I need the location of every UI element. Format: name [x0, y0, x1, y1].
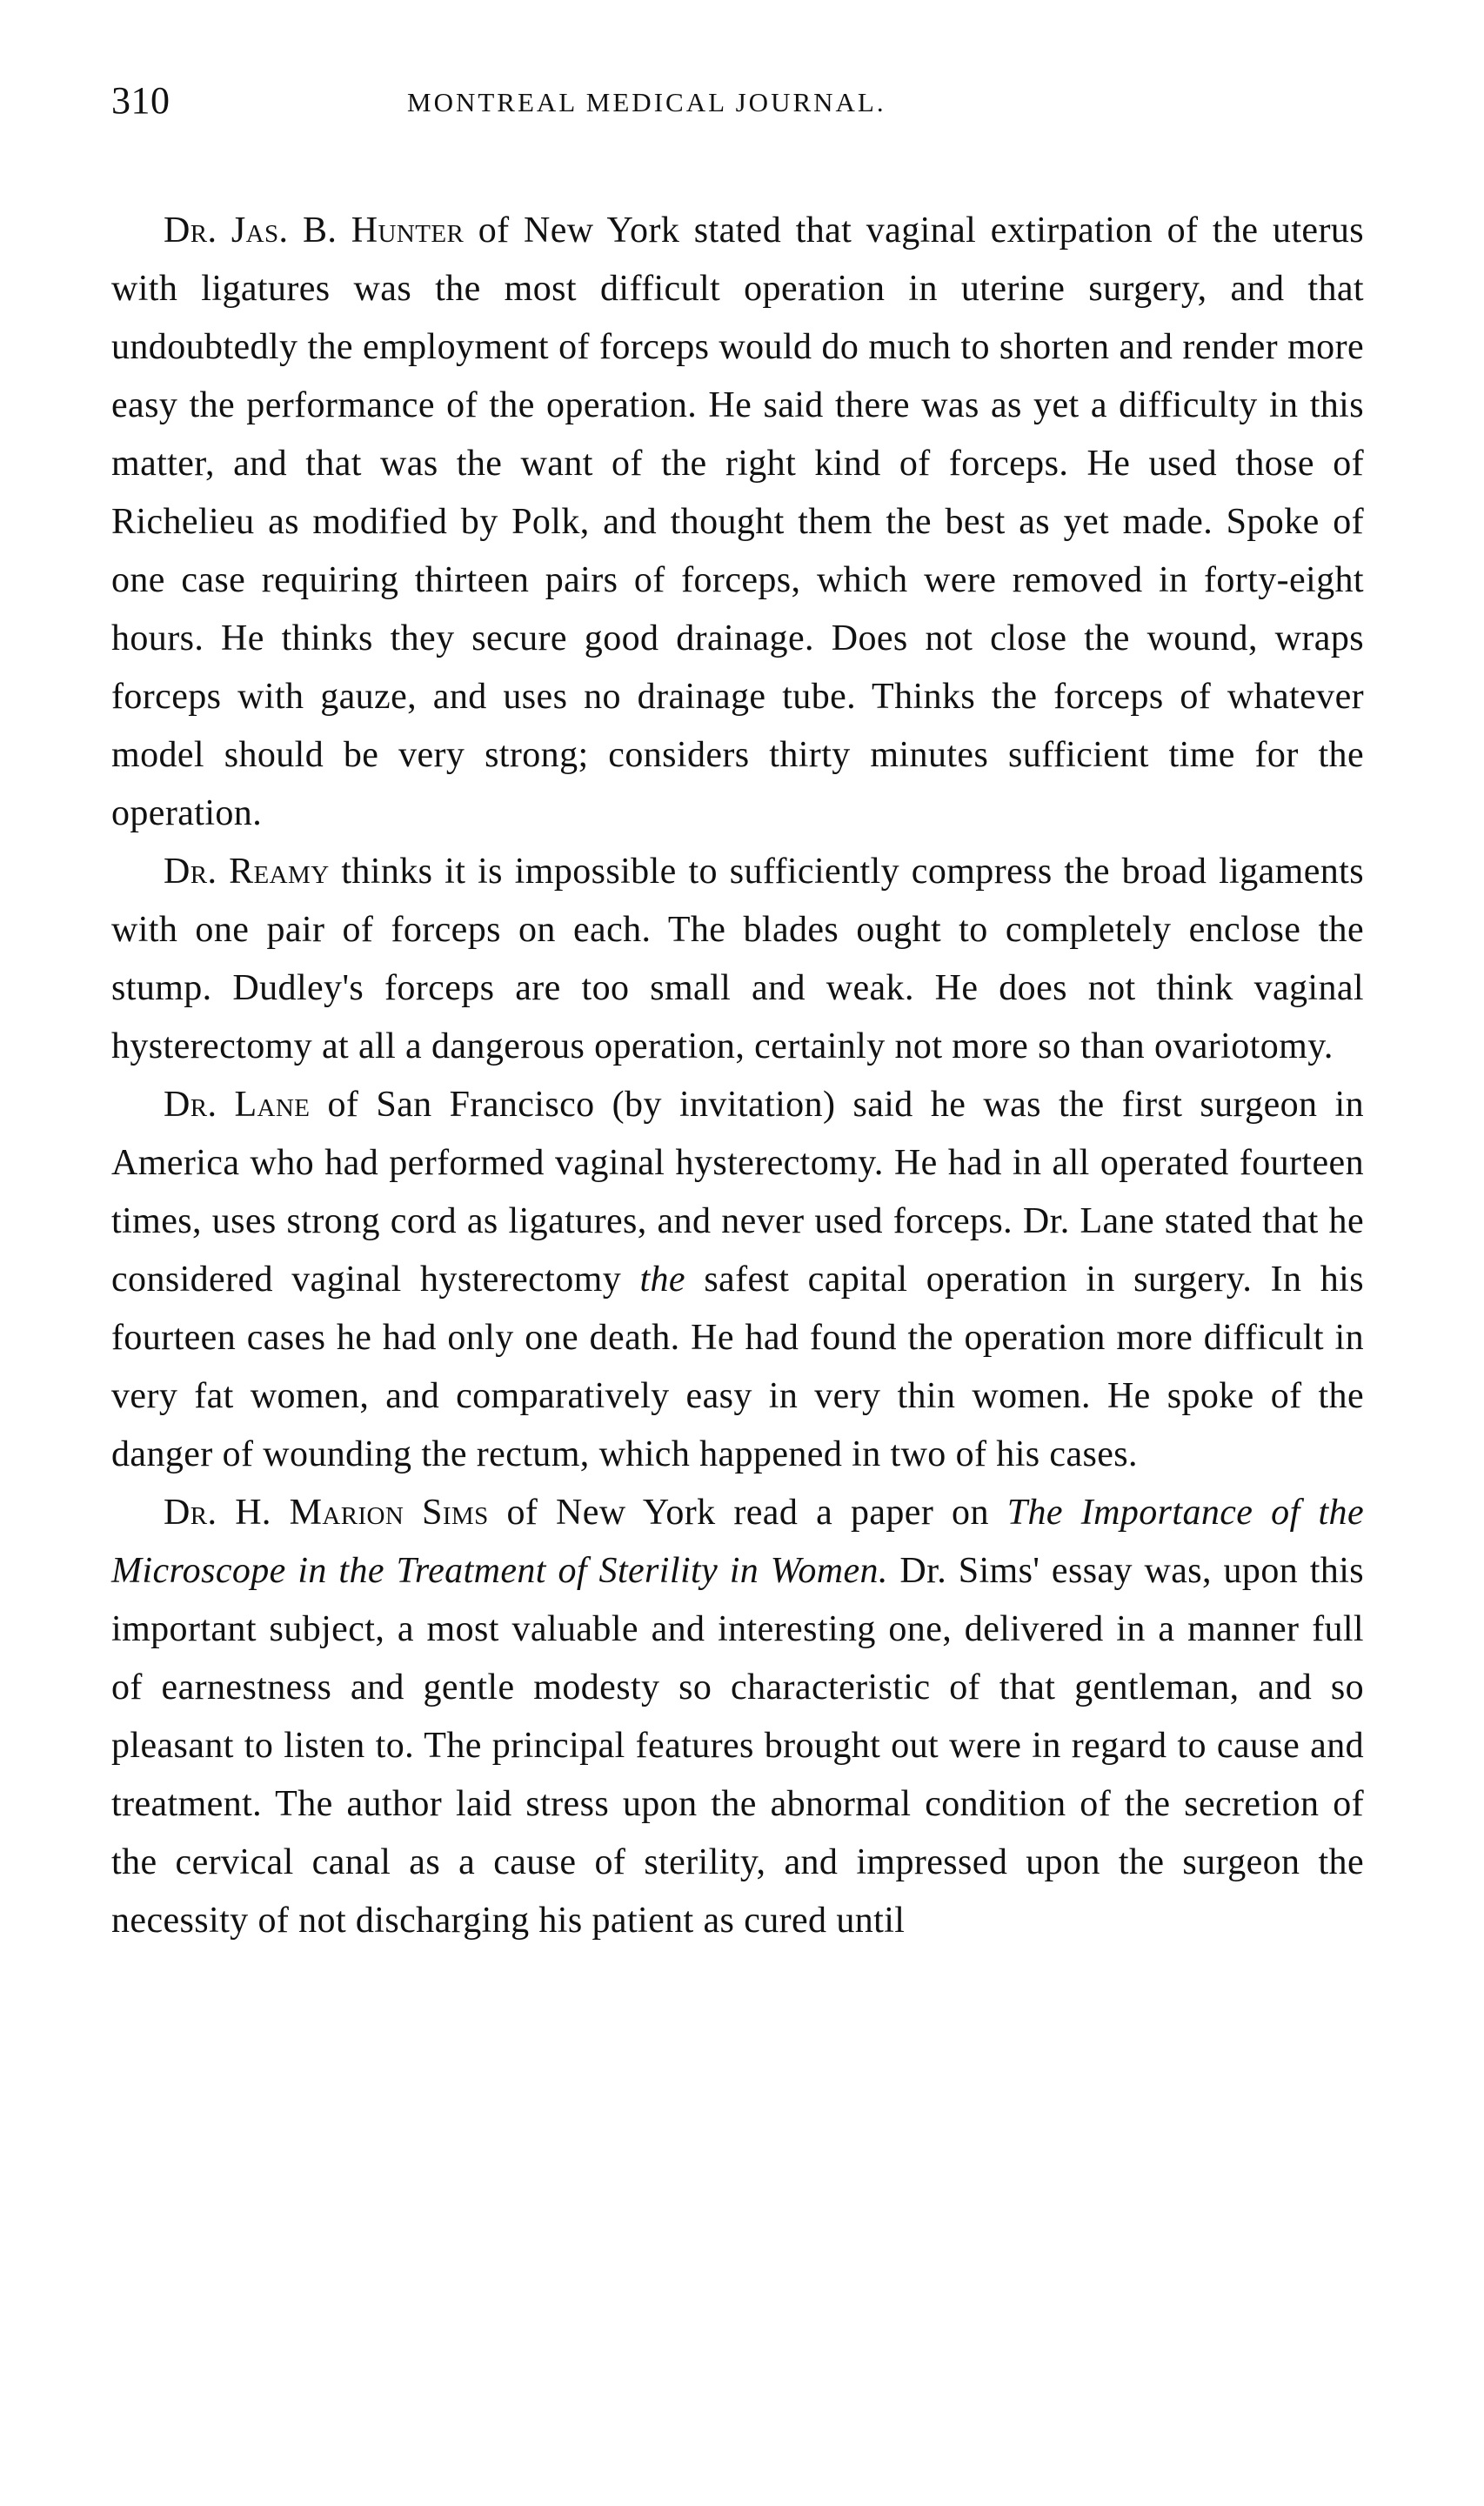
paragraph-text: of San Francisco (by invitation) said he was the first surgeon in America who had performed vaginal hysterectomy. He had in all operated fourteen times, uses strong cord as ligatures, and never used forceps. Dr. Lane stated that he considered vaginal hysterectomy: [111, 1085, 1364, 1300]
paragraph-text: of New York stated that vaginal extirpation of the uterus with ligatures was the most difficult operation in uterine surgery, and that undoubtedly the employment of forceps would do much to shorten and render more easy the performance of the operation. He said there was as yet a difficulty in this matter, and that was the want of the right kind of forceps. He used those of Richelieu as modified by Polk, and thought them the best as yet made. Spoke of one case requiring thirteen pairs of forceps, which were removed in forty-eight hours. He thinks they secure good drainage. Does not close the wound, wraps forceps with gauze, and uses no drainage tube. Thinks the forceps of whatever model should be very strong; considers thirty minutes sufficient time for the operation.: [111, 211, 1364, 833]
paragraph-reamy: [111, 843, 1364, 1076]
page-number: 310: [111, 79, 170, 122]
speaker-name: Dr. H. Marion Sims: [164, 1493, 489, 1533]
emphasis-word: the: [639, 1260, 685, 1300]
paragraph-hunter: [111, 202, 1364, 843]
paragraph-lane: [111, 1076, 1364, 1484]
paragraph-text: of New York read a paper on: [488, 1493, 1007, 1533]
paragraph-text: Dr. Sims' essay was, upon this important subject, a most valuable and interesting one, delivered in a manner full of earnestness and gentle modesty so characteristic of that gentleman, and so pleasant to listen to. The principal features brought out were in regard to cause and treatment. The author laid stress upon the abnormal condition of the secretion of the cervical canal as a cause of sterility, and impressed upon the surgeon the necessity of not discharging his patient as cured until: [111, 1551, 1365, 1941]
paragraph-sims: [111, 1484, 1364, 1950]
paragraph-text: thinks it is impossible to sufficiently compress the broad ligaments with one pair of forceps on each. The blades ought to completely enclose the stump. Dudley's forceps are too small and weak. He does not think vaginal hysterectomy at all a dangerous operation, certainly not more so than ovariotomy.: [111, 852, 1364, 1066]
page-header: [111, 78, 1364, 157]
paper-title: The Importance of the Microscope in the Treatment of Sterility in Women.: [111, 1493, 1364, 1591]
speaker-name: Dr. Lane: [164, 1085, 311, 1125]
paragraph-text: safest capital operation in surgery. In his fourteen cases he had only one death. He had found the operation more difficult in very fat women, and comparatively easy in very thin women. He spoke of the danger of wounding the rectum, which happened in two of his cases.: [111, 1260, 1364, 1474]
journal-page: [111, 78, 1364, 1950]
speaker-name: Dr. Reamy: [164, 852, 330, 892]
speaker-name: Dr. Jas. B. Hunter: [164, 211, 465, 251]
running-title: MONTREAL MEDICAL JOURNAL.: [407, 87, 886, 117]
article-body: [111, 202, 1364, 1950]
